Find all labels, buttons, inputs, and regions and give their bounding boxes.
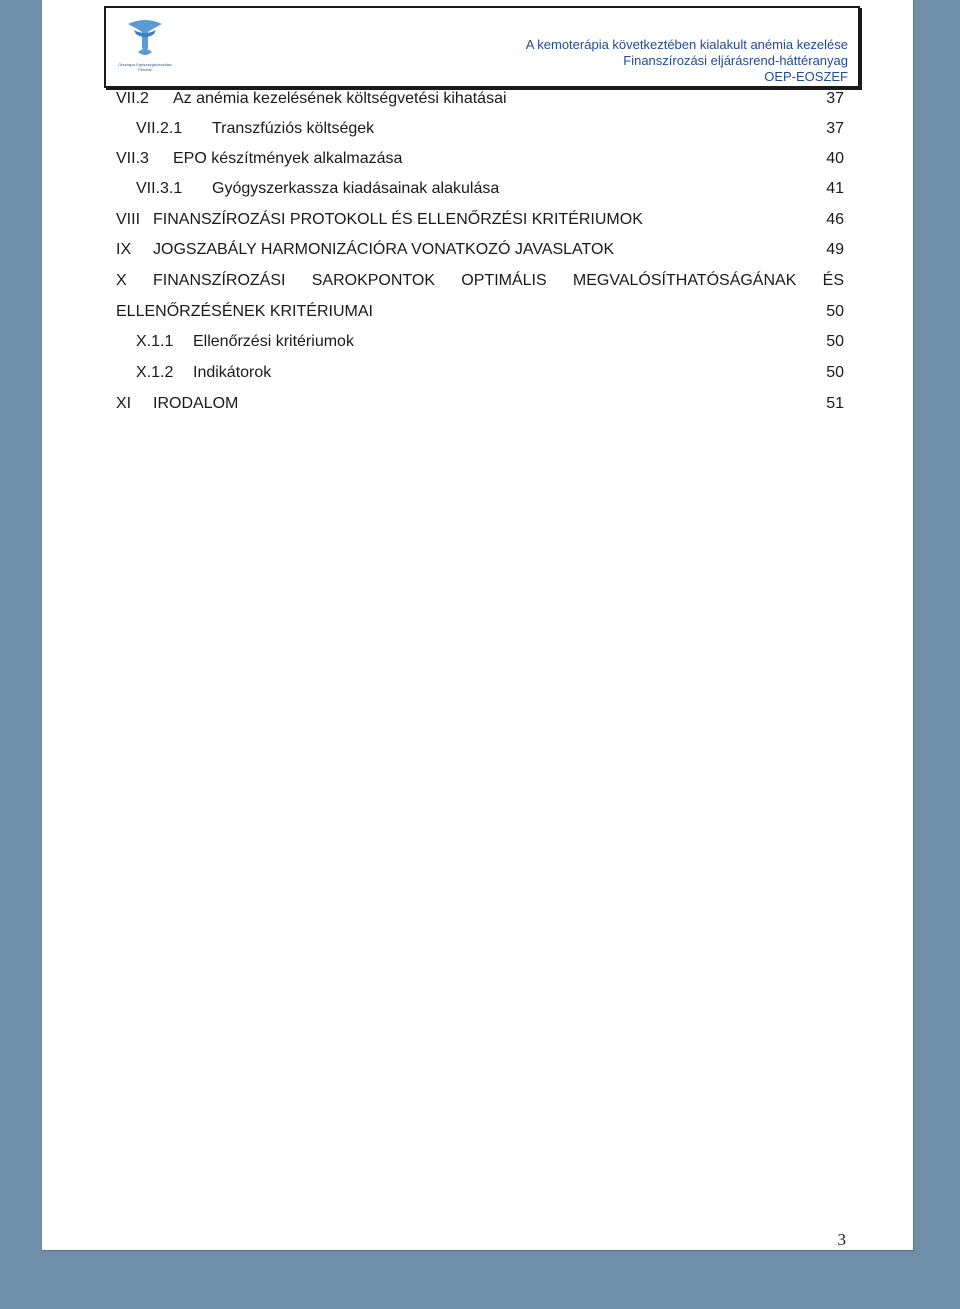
toc-entry-title: Ellenőrzési kritériumok bbox=[193, 333, 354, 350]
toc-entry-number: VII.3.1 bbox=[136, 180, 183, 197]
toc-entry-title: JOGSZABÁLY HARMONIZÁCIÓRA VONATKOZÓ JAVASLATOK bbox=[153, 241, 615, 258]
toc-entry-page: 50 bbox=[826, 303, 844, 320]
header-line-2: Finanszírozási eljárásrend-háttéranyag bbox=[623, 53, 848, 68]
toc-entry-number: VII.2.1 bbox=[136, 120, 183, 137]
toc-entry[interactable] bbox=[0, 148, 960, 170]
toc-entry-page: 51 bbox=[826, 395, 844, 412]
toc-entry-title-continuation: ELLENŐRZÉSÉNEK KRITÉRIUMAI bbox=[116, 303, 373, 320]
toc-entry[interactable] bbox=[0, 331, 960, 353]
toc-entry-number: VII.3 bbox=[116, 150, 149, 167]
toc-entry-page: 40 bbox=[826, 150, 844, 167]
toc-entry-number: IX bbox=[116, 241, 132, 258]
toc-entry[interactable] bbox=[0, 239, 960, 261]
toc-entry-number: X.1.2 bbox=[136, 364, 174, 381]
toc-entry-number: X.1.1 bbox=[136, 333, 174, 350]
toc-entry-page: 37 bbox=[826, 90, 844, 107]
header-line-3: OEP-EOSZEF bbox=[764, 69, 848, 84]
toc-entry-page: 41 bbox=[826, 180, 844, 197]
toc-entry[interactable] bbox=[0, 270, 960, 292]
page-number: 3 bbox=[837, 1230, 846, 1249]
toc-entry-title: Gyógyszerkassza kiadásainak alakulása bbox=[212, 180, 500, 197]
logo-caption: Országos Egészségbiztosítási Pénztár bbox=[118, 62, 172, 72]
toc-entry-title: Indikátorok bbox=[193, 364, 272, 381]
oep-logo bbox=[114, 18, 176, 76]
toc-entry[interactable] bbox=[0, 178, 960, 200]
toc-entry-number: XI bbox=[116, 395, 132, 412]
toc-entry-number: X bbox=[116, 272, 127, 289]
toc-entry-page: 50 bbox=[826, 364, 844, 381]
toc-entry-title: FINANSZÍROZÁSI PROTOKOLL ÉS ELLENŐRZÉSI KRITÉRIUMOK bbox=[153, 211, 643, 228]
toc-entry[interactable] bbox=[0, 209, 960, 231]
toc-entry-title: Transzfúziós költségek bbox=[212, 120, 375, 137]
page-header bbox=[104, 6, 860, 88]
header-line-1: A kemoterápia következtében kialakult anémia kezelése bbox=[525, 37, 848, 52]
toc-entry-page: 46 bbox=[826, 211, 844, 228]
toc-entry-number: VIII bbox=[116, 211, 141, 228]
toc-entry[interactable] bbox=[0, 362, 960, 384]
toc-entry-page: 49 bbox=[826, 241, 844, 258]
toc-entry-page: 50 bbox=[826, 333, 844, 350]
toc-entry-title: Az anémia kezelésének költségvetési kihatásai bbox=[173, 90, 507, 107]
toc-entry-continuation[interactable] bbox=[0, 301, 960, 323]
toc-entry[interactable] bbox=[0, 88, 960, 110]
toc-entry-page: 37 bbox=[826, 120, 844, 137]
toc-entry-title: FINANSZÍROZÁSI SAROKPONTOK OPTIMÁLIS MEGVALÓSÍTHATÓSÁGÁNAK ÉS bbox=[153, 272, 844, 289]
toc-entry-title: EPO készítmények alkalmazása bbox=[173, 150, 403, 167]
toc-entry[interactable] bbox=[0, 393, 960, 415]
toc-entry-title: IRODALOM bbox=[153, 395, 239, 412]
toc-entry-number: VII.2 bbox=[116, 90, 149, 107]
toc-entry[interactable] bbox=[0, 118, 960, 140]
header-title-block bbox=[526, 37, 848, 85]
